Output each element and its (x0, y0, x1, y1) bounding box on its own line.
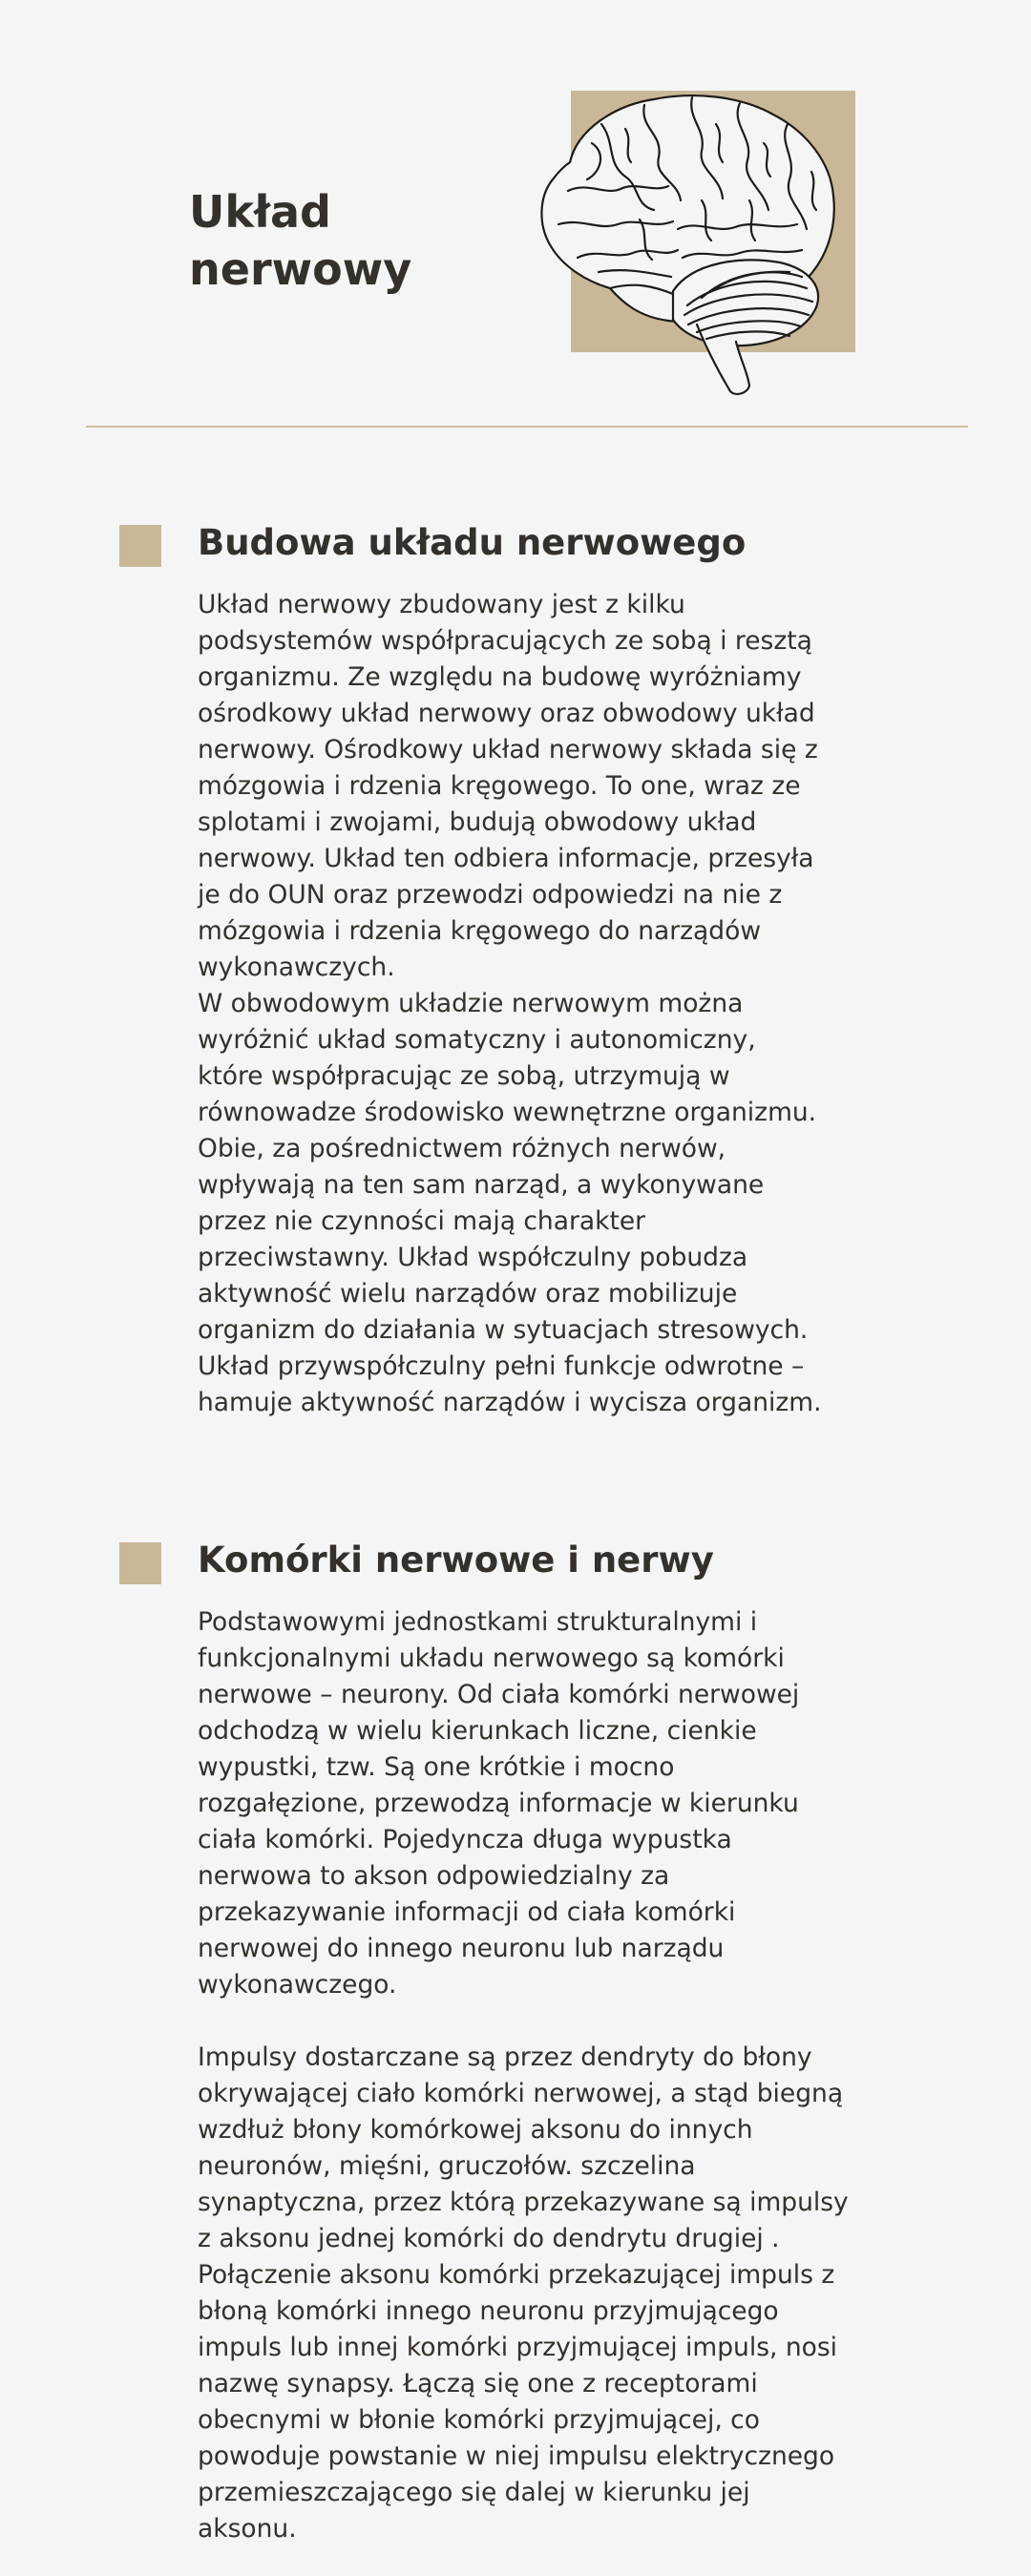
text-line: obecnymi w błonie komórki przyjmującej, co (198, 2405, 760, 2435)
text-line: ciała komórki. Pojedyncza długa wypustka (198, 1825, 732, 1854)
text-line: splotami i zwojami, budują obwodowy układ (198, 807, 757, 837)
text-line: Układ nerwowy zbudowany jest z kilku (198, 590, 685, 619)
text-line: Połączenie aksonu komórki przekazującej impuls z (198, 2260, 835, 2290)
paragraph (198, 986, 885, 1421)
text-line: Impulsy dostarczane są przez dendryty do błony (198, 2042, 812, 2072)
section-body (198, 587, 885, 1421)
text-line: błoną komórki innego neuronu przyjmującego (198, 2296, 779, 2326)
paragraph (198, 2040, 885, 2547)
text-line: okrywającej ciało komórki nerwowej, a stąd biegną (198, 2079, 844, 2108)
section-heading: Budowa układu nerwowego (198, 522, 747, 563)
text-line: wypustki, tzw. Są one krótkie i mocno (198, 1752, 675, 1782)
text-line: rozgałęzione, przewodzą informacje w kierunku (198, 1789, 799, 1818)
text-line: wzdłuż błony komórkowej aksonu do innych (198, 2115, 753, 2145)
section-body (198, 1604, 885, 2547)
text-line: synaptyczna, przez którą przekazywane są impulsy (198, 2188, 849, 2217)
section-marker (119, 525, 161, 567)
text-line: z aksonu jednej komórki do dendrytu drugiej . (198, 2224, 780, 2253)
brain-icon (511, 86, 854, 401)
text-line: aksonu. (198, 2514, 297, 2544)
text-line: funkcjonalnymi układu nerwowego są komórki (198, 1644, 785, 1673)
text-line: Układ przywspółczulny pełni funkcje odwrotne – (198, 1351, 805, 1381)
text-line: nazwę synapsy. Łączą się one z receptorami (198, 2369, 758, 2398)
text-line: ośrodkowy układ nerwowy oraz obwodowy układ (198, 699, 815, 728)
text-line: organizmu. Ze względu na budowę wyróżniamy (198, 662, 802, 692)
text-line: impuls lub innej komórki przyjmującej impuls, nosi (198, 2333, 838, 2362)
text-line: równowadze środowisko wewnętrzne organizmu. (198, 1098, 817, 1127)
text-line: mózgowia i rdzenia kręgowego. To one, wraz ze (198, 771, 801, 801)
text-line: Podstawowymi jednostkami strukturalnymi i (198, 1607, 758, 1637)
text-line: które współpracując ze sobą, utrzymują w (198, 1061, 730, 1091)
text-line: wyróżnić układ somatyczny i autonomiczny, (198, 1025, 756, 1055)
text-line: przez nie czynności mają charakter (198, 1206, 646, 1236)
text-line: nerwowa to akson odpowiedzialny za (198, 1861, 670, 1891)
title-line-1: Układ (189, 186, 331, 238)
text-line: nerwowy. Ośrodkowy układ nerwowy składa się z (198, 735, 818, 764)
title-line-2: nerwowy (189, 243, 412, 295)
paragraph (198, 587, 885, 986)
text-line: wykonawczego. (198, 1970, 397, 2000)
text-line: mózgowia i rdzenia kręgowego do narządów (198, 916, 762, 946)
paragraph-gap (198, 2003, 885, 2040)
section-marker (119, 1542, 161, 1584)
text-line: organizm do działania w sytuacjach stresowych. (198, 1315, 809, 1345)
text-line: odchodzą w wielu kierunkach liczne, cienkie (198, 1716, 757, 1746)
text-line: powoduje powstanie w niej impulsu elektrycznego (198, 2441, 835, 2471)
text-line: W obwodowym układzie nerwowym można (198, 989, 744, 1018)
text-line: hamuje aktywność narządów i wycisza organizm. (198, 1388, 822, 1417)
section-heading: Komórki nerwowe i nerwy (198, 1539, 714, 1581)
page-title (189, 183, 411, 298)
text-line: przekazywanie informacji od ciała komórki (198, 1897, 736, 1927)
text-line: nerwowe – neurony. Od ciała komórki nerwowej (198, 1680, 800, 1709)
text-line: je do OUN oraz przewodzi odpowiedzi na nie z (198, 880, 783, 910)
text-line: aktywność wielu narządów oraz mobilizuje (198, 1279, 738, 1309)
page-header (0, 0, 1031, 429)
header-divider (86, 426, 968, 428)
text-line: podsystemów współpracujących ze sobą i resztą (198, 626, 812, 656)
text-line: Obie, za pośrednictwem różnych nerwów, (198, 1134, 726, 1163)
text-line: nerwowy. Układ ten odbiera informacje, przesyła (198, 844, 814, 873)
text-line: wpływają na ten sam narząd, a wykonywane (198, 1170, 765, 1200)
text-line: nerwowej do innego neuronu lub narządu (198, 1934, 725, 1963)
text-line: przemieszczającego się dalej w kierunku jej (198, 2478, 750, 2507)
text-line: wykonawczych. (198, 953, 395, 982)
text-line: neuronów, mięśni, gruczołów. szczelina (198, 2151, 696, 2181)
paragraph (198, 1604, 885, 2003)
text-line: przeciwstawny. Układ współczulny pobudza (198, 1243, 748, 1272)
